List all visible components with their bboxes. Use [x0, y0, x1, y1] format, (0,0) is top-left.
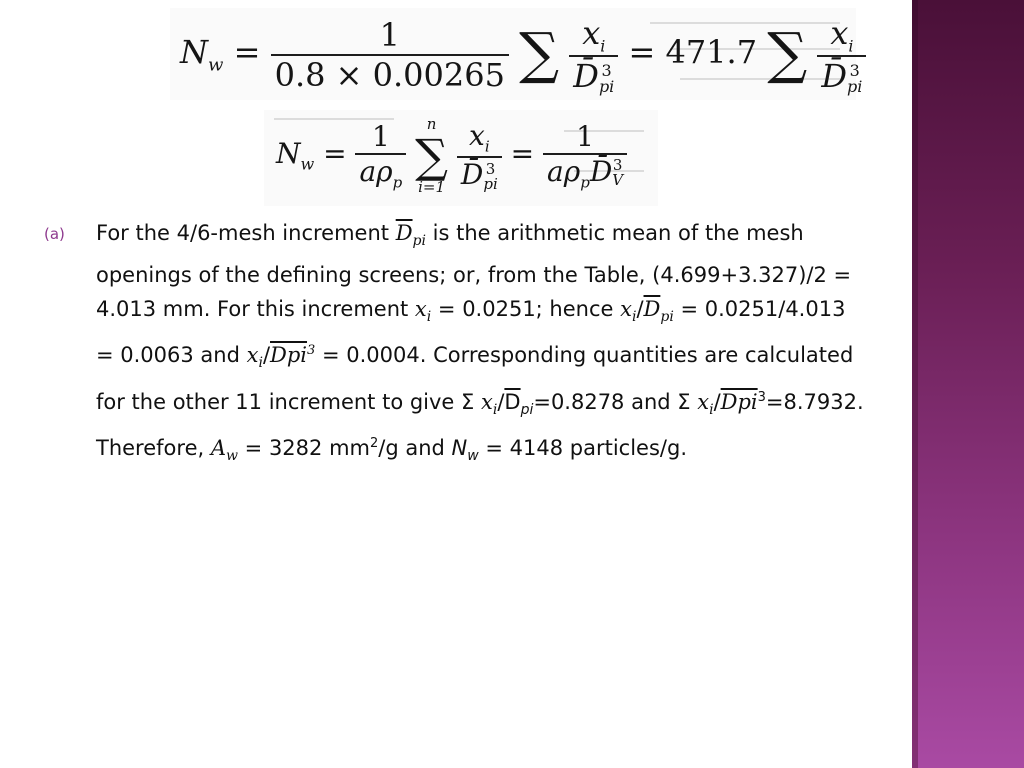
equation-image-1	[170, 8, 863, 100]
equation-2: $N_w$ = $\frac{1}{a\rho_p}$ n ∑ i=1 $x_i$ D̄ 3 pi = 1 $a\rho_pD̄$ 3 V	[276, 116, 627, 195]
bullet-label: (a)	[44, 225, 65, 243]
bullet-item	[44, 216, 864, 494]
fraction-1: $\frac{1}{0.8 \times 0.00265}$	[271, 16, 509, 94]
equation-image-2	[264, 110, 658, 206]
fraction-5: $x_i$ D̄ 3 pi	[457, 119, 502, 191]
fraction-6: 1 $a\rho_pD̄$ 3 V	[543, 120, 627, 192]
fraction-4: $\frac{1}{a\rho_p}$	[355, 120, 406, 192]
fraction-2: $x_i$ D̄ 3 pi	[569, 14, 618, 95]
summation: n ∑ i=1	[415, 115, 448, 196]
fraction-3: $x_i$ D̄ 3 pi	[817, 14, 866, 95]
paragraph-text: For the 4/6-mesh increment $\overline{D}_{pi}$ is the arithmetic mean of the mesh openings of the defining screens; or, from the Table, (4.699+3.327)/2 = 4.013 mm. For this increment $x_i = 0.0251$; hence $x_i/\overline{D}_{pi} = 0.0251/4.013 = 0.0063$ and $x_i/\overline{Dpi}^3 = 0.0004$. Corresponding quantities are calculated for the other 11 increment to give Σ $x_i/\overline{D}_{pi}=0.8278$ and Σ $x_i/\overline{Dpi}^3=8.7932$. Therefore, $A_w = 3282$ $mm^2/g$ and $N_w = 4148$ particles/g.	[96, 221, 864, 464]
decorative-sidebar	[912, 0, 1024, 768]
equation-1: $N_w$ = $\frac{1}{0.8 \times 0.00265}$ ∑ $x_i$ D̄ 3 pi = 471.7 ∑ $x_i$ D̄ 3 pi	[180, 14, 866, 95]
